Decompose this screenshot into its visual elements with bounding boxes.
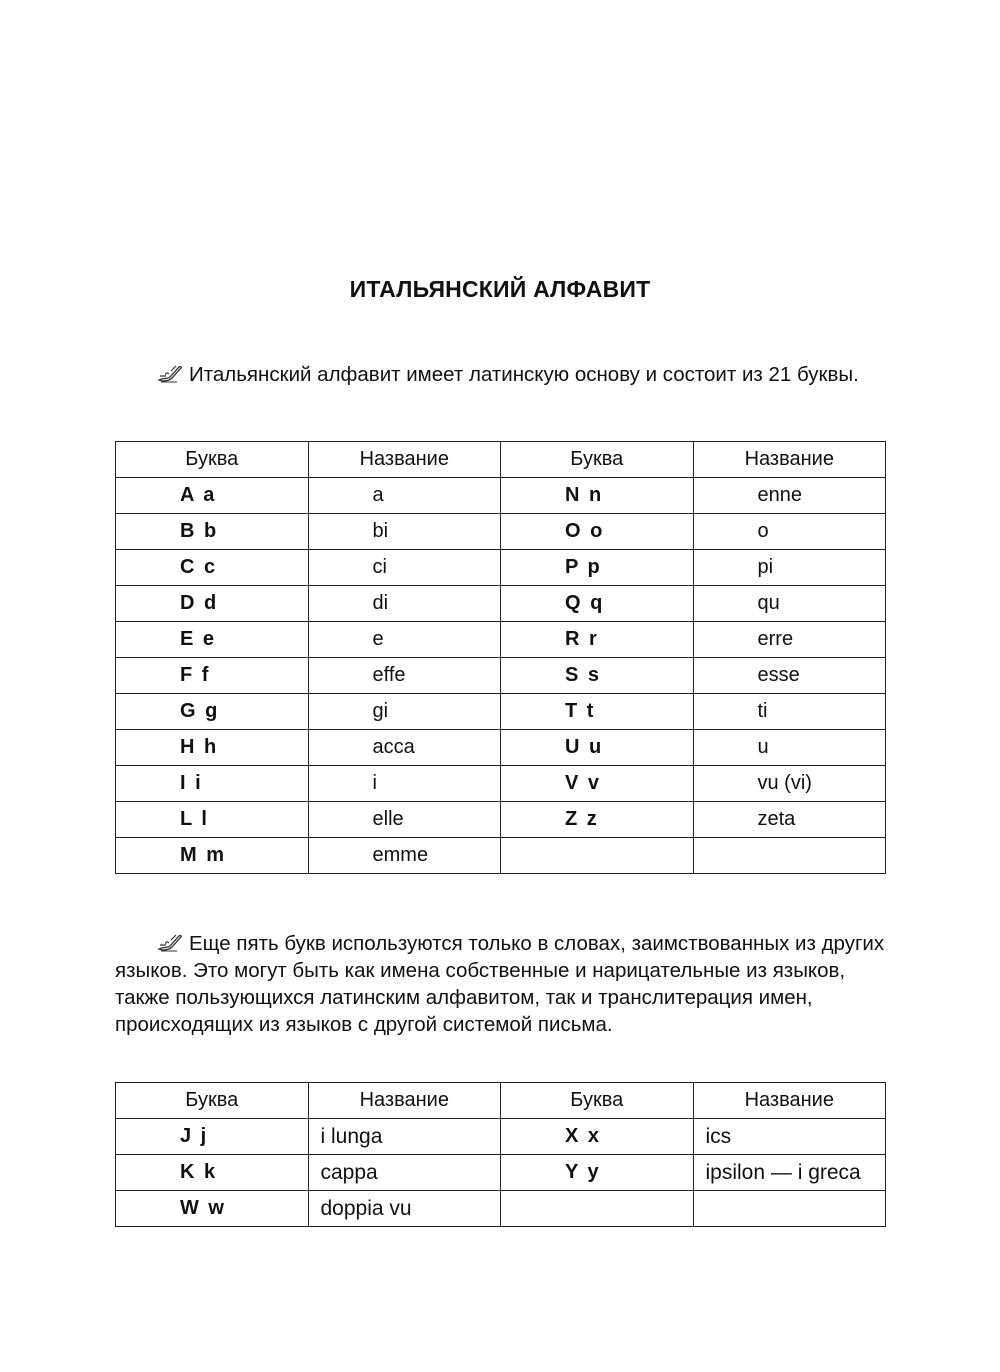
- intro-paragraph: [115, 361, 885, 388]
- table-row: [116, 586, 886, 622]
- letter-cell: G g: [116, 694, 309, 730]
- letter-name-cell: [693, 838, 886, 874]
- table-header-row: [116, 442, 886, 478]
- letter-name-cell: pi: [693, 550, 886, 586]
- header-name: Название: [693, 1083, 886, 1119]
- letter-cell: S s: [501, 658, 694, 694]
- table-row: [116, 622, 886, 658]
- header-letter: Буква: [116, 442, 309, 478]
- letter-cell: U u: [501, 730, 694, 766]
- table-header-row: [116, 1083, 886, 1119]
- letter-cell: B b: [116, 514, 309, 550]
- letter-name-cell: e: [308, 622, 501, 658]
- letter-cell: I i: [116, 766, 309, 802]
- letter-cell: [501, 1191, 694, 1227]
- letter-cell: K k: [116, 1155, 309, 1191]
- letter-cell: [501, 838, 694, 874]
- table-row: [116, 730, 886, 766]
- letter-cell: X x: [501, 1119, 694, 1155]
- foreign-letters-paragraph: [115, 930, 885, 1038]
- letter-name-cell: bi: [308, 514, 501, 550]
- letter-cell: R r: [501, 622, 694, 658]
- letter-cell: W w: [116, 1191, 309, 1227]
- letter-cell: E e: [116, 622, 309, 658]
- letter-cell: Y y: [501, 1155, 694, 1191]
- letter-cell: N n: [501, 478, 694, 514]
- letter-name-cell: [693, 1191, 886, 1227]
- letter-name-cell: acca: [308, 730, 501, 766]
- table-row: [116, 766, 886, 802]
- letter-cell: O o: [501, 514, 694, 550]
- table-row: [116, 550, 886, 586]
- letter-cell: Q q: [501, 586, 694, 622]
- letter-name-cell: esse: [693, 658, 886, 694]
- letter-cell: J j: [116, 1119, 309, 1155]
- table-row: [116, 658, 886, 694]
- letter-cell: P p: [501, 550, 694, 586]
- letter-name-cell: ipsilon — i greca: [693, 1155, 886, 1191]
- header-letter: Буква: [501, 442, 694, 478]
- letter-cell: T t: [501, 694, 694, 730]
- letter-name-cell: vu (vi): [693, 766, 886, 802]
- foreign-text: Еще пять букв используются только в словах, заимствованных из других языков. Это могут быть как имена собственные и нарицательные из языков, также пользующихся латинским алфавитом, так и транслитерация имен, происходящих из языков с другой системой письма.: [115, 932, 885, 1036]
- letter-name-cell: emme: [308, 838, 501, 874]
- letter-cell: M m: [116, 838, 309, 874]
- letter-cell: V v: [501, 766, 694, 802]
- letter-cell: C c: [116, 550, 309, 586]
- letter-name-cell: effe: [308, 658, 501, 694]
- writing-hand-icon: [157, 363, 183, 383]
- letter-name-cell: o: [693, 514, 886, 550]
- letter-name-cell: gi: [308, 694, 501, 730]
- table-row: [116, 838, 886, 874]
- letter-name-cell: i: [308, 766, 501, 802]
- letter-name-cell: ti: [693, 694, 886, 730]
- header-letter: Буква: [501, 1083, 694, 1119]
- foreign-letters-table: [115, 1082, 886, 1227]
- letter-name-cell: i lunga: [308, 1119, 501, 1155]
- intro-text: Итальянский алфавит имеет латинскую основу и состоит из 21 буквы.: [189, 363, 859, 386]
- letter-name-cell: doppia vu: [308, 1191, 501, 1227]
- letter-name-cell: di: [308, 586, 501, 622]
- table-row: [116, 1119, 886, 1155]
- alphabet-table: [115, 441, 886, 874]
- letter-name-cell: ci: [308, 550, 501, 586]
- letter-name-cell: elle: [308, 802, 501, 838]
- table-row: [116, 694, 886, 730]
- letter-name-cell: qu: [693, 586, 886, 622]
- header-name: Название: [308, 442, 501, 478]
- header-letter: Буква: [116, 1083, 309, 1119]
- letter-cell: D d: [116, 586, 309, 622]
- letter-cell: L l: [116, 802, 309, 838]
- letter-cell: A a: [116, 478, 309, 514]
- table-row: [116, 514, 886, 550]
- letter-cell: F f: [116, 658, 309, 694]
- letter-name-cell: ics: [693, 1119, 886, 1155]
- letter-cell: Z z: [501, 802, 694, 838]
- header-name: Название: [693, 442, 886, 478]
- letter-name-cell: zeta: [693, 802, 886, 838]
- table-row: [116, 802, 886, 838]
- letter-name-cell: erre: [693, 622, 886, 658]
- table-row: [116, 1155, 886, 1191]
- page-title: ИТАЛЬЯНСКИЙ АЛФАВИТ: [349, 276, 651, 302]
- letter-name-cell: enne: [693, 478, 886, 514]
- table-row: [116, 1191, 886, 1227]
- letter-name-cell: a: [308, 478, 501, 514]
- letter-name-cell: u: [693, 730, 886, 766]
- writing-hand-icon: [157, 932, 183, 952]
- letter-name-cell: cappa: [308, 1155, 501, 1191]
- header-name: Название: [308, 1083, 501, 1119]
- table-row: [116, 478, 886, 514]
- letter-cell: H h: [116, 730, 309, 766]
